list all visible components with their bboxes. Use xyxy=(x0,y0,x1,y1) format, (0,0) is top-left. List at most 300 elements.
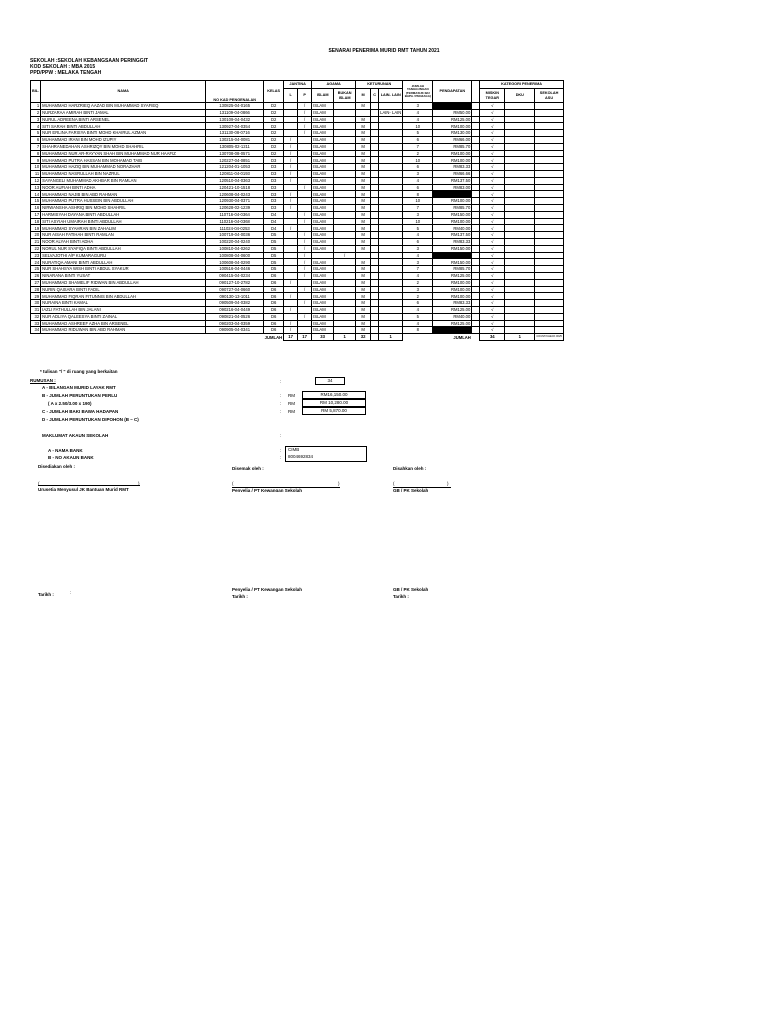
row-spacer xyxy=(472,184,480,191)
row-lain xyxy=(379,245,403,252)
row-c xyxy=(371,170,379,177)
row-tanggungan: 3 xyxy=(403,170,433,177)
row-spacer xyxy=(472,109,480,116)
row-pendapatan: RM50.00 xyxy=(433,109,472,116)
row-p xyxy=(298,320,312,327)
row-bukan-islam xyxy=(334,320,356,327)
row-bukan-islam xyxy=(334,198,356,205)
row-nama: MUHAMMAD NUR AR-RAYYAN SHAH BIN MUHAMMAD NUR HAAFIZ xyxy=(41,150,206,157)
row-nama: MUHAMMAD PUTRA HUSSEIN BIN ABDULLAH xyxy=(41,198,206,205)
row-bukan-islam xyxy=(334,191,356,198)
row-spacer xyxy=(472,300,480,307)
row-m: M xyxy=(356,123,371,130)
table-row xyxy=(31,177,564,184)
row-dku xyxy=(505,150,535,157)
row-spacer xyxy=(472,103,480,110)
row-m: M xyxy=(356,286,371,293)
row-miskin: √ xyxy=(480,259,505,266)
row-islam: ISLAM xyxy=(312,109,334,116)
row-kelas: D2 xyxy=(264,116,284,123)
row-bukan-islam xyxy=(334,266,356,273)
row-bil: 32 xyxy=(31,313,41,320)
col-kategori: KATEGORI PENERIMA xyxy=(480,81,564,89)
row-miskin: √ xyxy=(480,218,505,225)
row-lain xyxy=(379,164,403,171)
row-p xyxy=(298,164,312,171)
row-bukan-islam xyxy=(334,218,356,225)
row-c xyxy=(371,279,379,286)
row-spacer xyxy=(472,136,480,143)
row-c xyxy=(371,245,379,252)
row-tanggungan: 10 xyxy=(403,218,433,225)
row-islam: ISLAM xyxy=(312,164,334,171)
row-islam: ISLAM xyxy=(312,103,334,110)
row-asu xyxy=(535,143,564,150)
row-asu xyxy=(535,300,564,307)
row-m: M xyxy=(356,293,371,300)
row-islam: ISLAM xyxy=(312,320,334,327)
row-pendapatan xyxy=(433,191,472,198)
row-spacer xyxy=(472,157,480,164)
col-m: M xyxy=(356,89,371,103)
row-m: M xyxy=(356,150,371,157)
row-c xyxy=(371,266,379,273)
table-row xyxy=(31,150,564,157)
row-nama: NUR SHAHSYA WISH BINTI ABDUL SYAKUR xyxy=(41,266,206,273)
row-islam: ISLAM xyxy=(312,191,334,198)
row-miskin: √ xyxy=(480,211,505,218)
row-m: M xyxy=(356,136,371,143)
row-l: / xyxy=(284,279,298,286)
row-ic: 131130-08-0716 xyxy=(206,130,264,137)
rumusan-b-sub: ( A x 2.50/3.00 x 190) xyxy=(48,401,92,406)
row-bil: 28 xyxy=(31,286,41,293)
row-asu xyxy=(535,313,564,320)
row-tanggungan: 4 xyxy=(403,116,433,123)
row-asu xyxy=(535,164,564,171)
row-pendapatan: RM85.70 xyxy=(433,266,472,273)
row-bukan-islam xyxy=(334,204,356,211)
akaun-heading: MAKLUMAT AKAUN SEKOLAH xyxy=(42,433,109,438)
row-c xyxy=(371,225,379,232)
row-ic: 090821-04-0526 xyxy=(206,313,264,320)
row-pendapatan: RM125.00 xyxy=(433,306,472,313)
row-p xyxy=(298,225,312,232)
row-asu xyxy=(535,116,564,123)
akaun-acc-value: 8004692834 xyxy=(288,454,314,459)
row-lain xyxy=(379,191,403,198)
row-p: / xyxy=(298,313,312,320)
row-bukan-islam xyxy=(334,306,356,313)
tarikh-2: Tarikh : xyxy=(232,594,248,599)
table-row xyxy=(31,225,564,232)
row-dku xyxy=(505,300,535,307)
row-l xyxy=(284,272,298,279)
row-asu xyxy=(535,157,564,164)
row-miskin: √ xyxy=(480,279,505,286)
row-bukan-islam xyxy=(334,300,356,307)
row-islam: ISLAM xyxy=(312,225,334,232)
table-row xyxy=(31,116,564,123)
row-pendapatan: RM66.00 xyxy=(433,136,472,143)
row-asu xyxy=(535,225,564,232)
row-nama: MUHAMMAD PUTRA HASSAN BIN MOHAMAD TAIB xyxy=(41,157,206,164)
row-ic: 120811-04-0193 xyxy=(206,170,264,177)
totals-label-2: JUMLAH xyxy=(453,334,471,340)
col-kelas: KELAS xyxy=(264,81,284,103)
row-l: / xyxy=(284,164,298,171)
row-islam: ISLAM xyxy=(312,130,334,137)
row-dku xyxy=(505,204,535,211)
row-miskin: √ xyxy=(480,157,505,164)
sig3-open: ( xyxy=(393,481,395,486)
col-spacer xyxy=(472,81,480,103)
row-l: / xyxy=(284,170,298,177)
row-asu xyxy=(535,109,564,116)
row-bukan-islam xyxy=(334,293,356,300)
row-bil: 34 xyxy=(31,327,41,334)
prepared-by-label: Disediakan oleh : xyxy=(38,464,76,469)
row-miskin: √ xyxy=(480,123,505,130)
totals-label: JUMLAH xyxy=(264,334,283,340)
approved-by-label: Disahkan oleh : xyxy=(393,466,427,471)
row-c xyxy=(371,136,379,143)
row-tanggungan: 5 xyxy=(403,225,433,232)
row-miskin: √ xyxy=(480,225,505,232)
total-p: 17 xyxy=(298,334,312,341)
row-nama: SELVAJOTHI A/P KUMARAGURU xyxy=(41,252,206,259)
row-m: M xyxy=(356,225,371,232)
row-p xyxy=(298,198,312,205)
row-nama: NURAINA BINTI KAMAL xyxy=(41,300,206,307)
table-row xyxy=(31,306,564,313)
row-bil: 1 xyxy=(31,103,41,110)
row-p xyxy=(298,306,312,313)
row-bukan-islam xyxy=(334,225,356,232)
row-lain xyxy=(379,130,403,137)
row-bil: 23 xyxy=(31,252,41,259)
row-ic: 120930-04-0371 xyxy=(206,198,264,205)
row-ic: 100719-04-0036 xyxy=(206,232,264,239)
row-dku xyxy=(505,143,535,150)
row-bil: 6 xyxy=(31,136,41,143)
row-miskin: √ xyxy=(480,286,505,293)
row-kelas: D4 xyxy=(264,211,284,218)
row-lain xyxy=(379,286,403,293)
row-asu xyxy=(535,306,564,313)
row-bukan-islam xyxy=(334,211,356,218)
row-dku xyxy=(505,259,535,266)
row-l xyxy=(284,252,298,259)
col-miskin-tegar: MISKIN TEGAR xyxy=(480,89,505,103)
row-spacer xyxy=(472,204,480,211)
row-p xyxy=(298,279,312,286)
row-nama: NOOR ALYAH BINTI ADHA xyxy=(41,238,206,245)
row-m: M xyxy=(356,198,371,205)
row-miskin: √ xyxy=(480,293,505,300)
row-kelas: D5 xyxy=(264,245,284,252)
row-c xyxy=(371,286,379,293)
row-asu xyxy=(535,218,564,225)
row-kelas: D3 xyxy=(264,157,284,164)
row-spacer xyxy=(472,218,480,225)
row-bil: 17 xyxy=(31,211,41,218)
row-nama: NURUL ADREENA BINTI ARSENEL xyxy=(41,116,206,123)
rumusan-a-label: A - BILANGAN MURID LAYAK RMT xyxy=(42,385,116,390)
row-kelas: D2 xyxy=(264,150,284,157)
row-miskin: √ xyxy=(480,252,505,259)
rumusan-c-rm: RM xyxy=(288,401,295,406)
sig1-open: ( xyxy=(38,481,40,486)
row-islam: ISLAM xyxy=(312,170,334,177)
row-lain xyxy=(379,184,403,191)
row-l: / xyxy=(284,157,298,164)
row-spacer xyxy=(472,211,480,218)
row-bil: 11 xyxy=(31,170,41,177)
rumusan-b-value: RM16,150.00 xyxy=(302,391,366,399)
row-islam: ISLAM xyxy=(312,259,334,266)
row-islam xyxy=(312,252,334,259)
row-pendapatan: RM100.00 xyxy=(433,218,472,225)
row-spacer xyxy=(472,293,480,300)
col-sekolah-asu: SEKOLAH ASU xyxy=(535,89,564,103)
table-row xyxy=(31,259,564,266)
row-tanggungan: 4 xyxy=(403,252,433,259)
row-pendapatan: RM40.00 xyxy=(433,313,472,320)
row-spacer xyxy=(472,306,480,313)
row-dku xyxy=(505,130,535,137)
row-dku xyxy=(505,225,535,232)
note-text: * tulisan "/ " di ruang yang berkaitan xyxy=(40,369,118,374)
rumusan-b-colon: : xyxy=(280,393,282,398)
row-ic: 100808-04-0600 xyxy=(206,252,264,259)
row-pendapatan: RM83.33 xyxy=(433,300,472,307)
row-bukan-islam xyxy=(334,327,356,334)
row-lain xyxy=(379,313,403,320)
table-row xyxy=(31,232,564,239)
row-bukan-islam xyxy=(334,184,356,191)
row-dku xyxy=(505,245,535,252)
row-c xyxy=(371,123,379,130)
row-kelas: D2 xyxy=(264,143,284,150)
row-nama: NURZARAA AMIRAH BINTI JAMAL xyxy=(41,109,206,116)
row-tanggungan: 7 xyxy=(403,204,433,211)
row-spacer xyxy=(472,313,480,320)
rumusan-d-rm: RM xyxy=(288,409,295,414)
row-nama: SITI ASYIAH UMAIRAH BINTI ABDULLAH xyxy=(41,218,206,225)
row-p: / xyxy=(298,245,312,252)
row-c xyxy=(371,211,379,218)
row-kelas: D6 xyxy=(264,272,284,279)
row-nama: MUHAMMAD SYAHRAN BIN ZAHALIM xyxy=(41,225,206,232)
row-asu xyxy=(535,266,564,273)
row-c xyxy=(371,116,379,123)
row-p xyxy=(298,177,312,184)
row-lain xyxy=(379,266,403,273)
row-dku xyxy=(505,320,535,327)
row-asu xyxy=(535,232,564,239)
row-islam: ISLAM xyxy=(312,238,334,245)
row-ic: 130109-04-0432 xyxy=(206,116,264,123)
row-m: M xyxy=(356,300,371,307)
col-jantina: JANTINA xyxy=(284,81,312,89)
rumusan-c-label: C - JUMLAH BAKI BAWA HADAPAN xyxy=(42,409,119,414)
row-pendapatan: RM85.70 xyxy=(433,204,472,211)
row-p: / xyxy=(298,266,312,273)
row-kelas: D6 xyxy=(264,306,284,313)
row-bukan-islam xyxy=(334,170,356,177)
row-islam: ISLAM xyxy=(312,327,334,334)
row-asu xyxy=(535,320,564,327)
row-c xyxy=(371,157,379,164)
row-bil: 29 xyxy=(31,293,41,300)
row-spacer xyxy=(472,116,480,123)
table-row xyxy=(31,136,564,143)
row-nama: MUHAMMAD SHAMELIF RIDWAN BIN ABDULLAH xyxy=(41,279,206,286)
row-p xyxy=(298,204,312,211)
row-kelas: D5 xyxy=(264,252,284,259)
row-nama: NUR ADLIYA QALEESYA BINTI ZAINAL xyxy=(41,313,206,320)
row-bil: 30 xyxy=(31,300,41,307)
row-dku xyxy=(505,293,535,300)
row-c xyxy=(371,252,379,259)
row-islam: ISLAM xyxy=(312,218,334,225)
row-l: / xyxy=(284,204,298,211)
row-islam: ISLAM xyxy=(312,150,334,157)
row-asu xyxy=(535,136,564,143)
row-pendapatan xyxy=(433,252,472,259)
row-c xyxy=(371,300,379,307)
row-ic: 110716-04-0364 xyxy=(206,211,264,218)
table-row xyxy=(31,252,564,259)
row-dku xyxy=(505,211,535,218)
row-islam: ISLAM xyxy=(312,286,334,293)
row-pendapatan: RM150.00 xyxy=(433,259,472,266)
row-c xyxy=(371,232,379,239)
row-m: M xyxy=(356,116,371,123)
row-spacer xyxy=(472,150,480,157)
row-kelas: D3 xyxy=(264,164,284,171)
row-l xyxy=(284,238,298,245)
table-row xyxy=(31,272,564,279)
row-m: M xyxy=(356,266,371,273)
sig2-role-top: Penyelia / PT Kewangan Sekolah xyxy=(232,488,303,492)
row-miskin: √ xyxy=(480,320,505,327)
row-pendapatan: RM40.00 xyxy=(433,225,472,232)
row-lain xyxy=(379,272,403,279)
row-dku xyxy=(505,103,535,110)
row-l: / xyxy=(284,327,298,334)
row-bil: 13 xyxy=(31,184,41,191)
table-row xyxy=(31,211,564,218)
row-c xyxy=(371,293,379,300)
row-spacer xyxy=(472,198,480,205)
row-tanggungan: 4 xyxy=(403,306,433,313)
row-asu xyxy=(535,103,564,110)
rumusan-b-rm: RM xyxy=(288,393,295,398)
checked-by-label: Disemak oleh : xyxy=(232,466,264,471)
row-islam: ISLAM xyxy=(312,116,334,123)
row-pendapatan: RM100.00 xyxy=(433,198,472,205)
row-dku xyxy=(505,327,535,334)
row-p: / xyxy=(298,300,312,307)
rumusan-d-value: RM 5,870.00 xyxy=(302,407,366,415)
row-nama: NUR AISAH FATIHAH BINTI RAMLAN xyxy=(41,232,206,239)
row-tanggungan: 10 xyxy=(403,123,433,130)
row-nama: NINARANA BINTI YUSAT xyxy=(41,272,206,279)
row-bukan-islam xyxy=(334,279,356,286)
row-m: M xyxy=(356,259,371,266)
row-miskin: √ xyxy=(480,232,505,239)
col-ic: NO KAD PENGENALAN xyxy=(206,81,264,103)
row-tanggungan: 4 xyxy=(403,232,433,239)
row-islam: ISLAM xyxy=(312,136,334,143)
table-row xyxy=(31,103,564,110)
row-lain xyxy=(379,225,403,232)
row-miskin: √ xyxy=(480,164,505,171)
row-ic: 090130-13-1011 xyxy=(206,293,264,300)
akaun-bank-label: A - NAMA BANK xyxy=(48,448,83,453)
row-c xyxy=(371,143,379,150)
row-islam: ISLAM xyxy=(312,184,334,191)
row-tanggungan: 3 xyxy=(403,245,433,252)
row-dku xyxy=(505,306,535,313)
row-nama: MUHAMMAD RIDUWAN BIN ABD RAHMAN xyxy=(41,327,206,334)
row-p: / xyxy=(298,109,312,116)
row-c xyxy=(371,177,379,184)
row-asu xyxy=(535,211,564,218)
row-bukan-islam xyxy=(334,150,356,157)
row-bil: 24 xyxy=(31,259,41,266)
row-miskin: √ xyxy=(480,266,505,273)
row-dku xyxy=(505,109,535,116)
row-nama: MUHAMMAD ASHREEF AZHA BIN ARSENEL xyxy=(41,320,206,327)
row-bukan-islam xyxy=(334,157,356,164)
row-c xyxy=(371,238,379,245)
row-l xyxy=(284,184,298,191)
row-ic: 090203-04-0359 xyxy=(206,320,264,327)
row-m: M xyxy=(356,130,371,137)
row-tanggungan: 2 xyxy=(403,293,433,300)
row-tanggungan: 6 xyxy=(403,164,433,171)
total-bukan-islam: 1 xyxy=(334,334,356,341)
row-m: M xyxy=(356,238,371,245)
row-tanggungan: 2 xyxy=(403,279,433,286)
row-nama: NURIN QAISARA BINTI FADIL xyxy=(41,286,206,293)
row-spacer xyxy=(472,232,480,239)
row-c xyxy=(371,191,379,198)
row-dku xyxy=(505,218,535,225)
row-islam: ISLAM xyxy=(312,306,334,313)
table-row xyxy=(31,123,564,130)
col-l: L xyxy=(284,89,298,103)
row-m: M xyxy=(356,164,371,171)
row-pendapatan: RM66.66 xyxy=(433,170,472,177)
total-m: 32 xyxy=(356,334,371,341)
sig3-role-top: GB / PK Sekolah xyxy=(393,488,429,492)
row-lain xyxy=(379,252,403,259)
row-ic: 130825-04-0165 xyxy=(206,103,264,110)
akaun-bank-value: CIMB xyxy=(288,447,300,452)
row-pendapatan: RM100.00 xyxy=(433,279,472,286)
row-m: M xyxy=(356,306,371,313)
row-ic: 120608-04-0243 xyxy=(206,191,264,198)
sig1-close: ) xyxy=(138,481,140,486)
row-islam: ISLAM xyxy=(312,198,334,205)
table-row xyxy=(31,191,564,198)
row-miskin: √ xyxy=(480,184,505,191)
row-bil: 2 xyxy=(31,109,41,116)
